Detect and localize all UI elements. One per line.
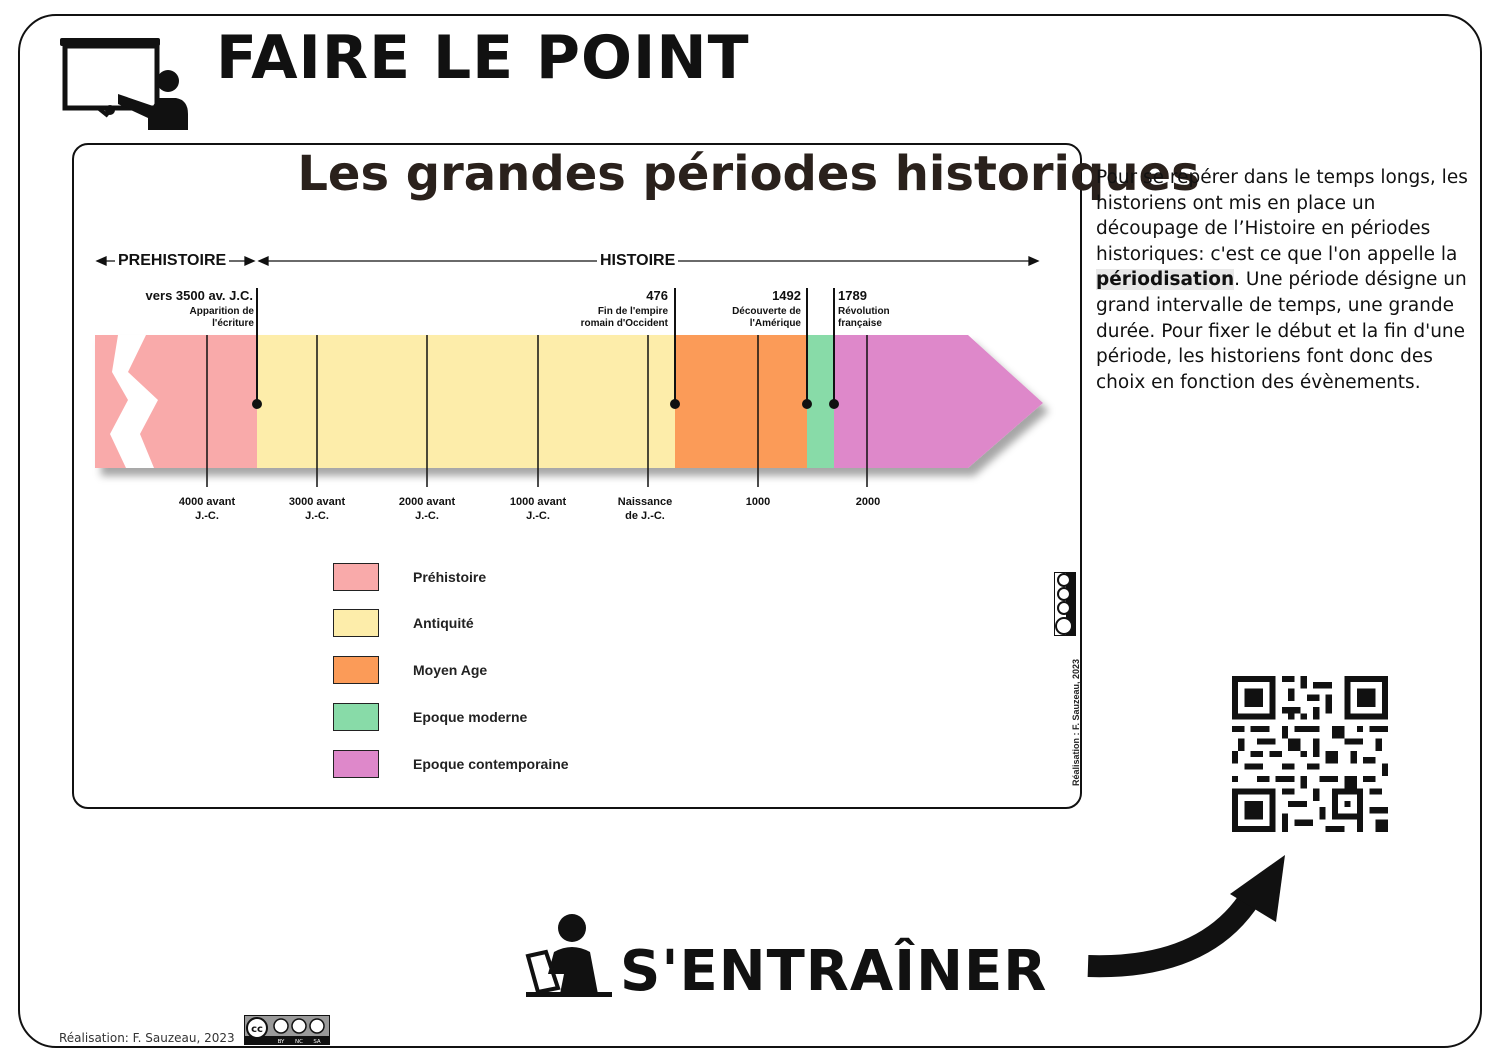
legend-label: Epoque contemporaine xyxy=(413,756,569,772)
event-desc: Fin de l'empire romain d'Occident xyxy=(580,306,668,329)
event-desc: Découverte de l'Amérique xyxy=(732,306,801,329)
teacher-board-icon xyxy=(58,36,193,132)
event-date: 476 xyxy=(646,288,668,303)
footer-credit: Réalisation: F. Sauzeau, 2023 xyxy=(59,1031,235,1045)
section-label-prehistoire: PREHISTOIRE xyxy=(115,252,229,270)
svg-text:NC: NC xyxy=(295,1039,303,1045)
legend-swatch xyxy=(333,656,379,684)
event-desc: Apparition de l'écriture xyxy=(189,306,254,329)
tick-label: 3000 avant J.-C. xyxy=(288,496,346,522)
event-date: 1789 xyxy=(838,288,867,303)
card-credit: Réalisation : F. Sauzeau, 2023 xyxy=(1071,658,1081,786)
legend-swatch xyxy=(333,609,379,637)
event-date: 1492 xyxy=(772,288,801,303)
tick-label: 4000 avant J.-C. xyxy=(178,496,236,522)
legend-label: Epoque moderne xyxy=(413,709,528,725)
tick-label: 2000 avant J.-C. xyxy=(398,496,456,522)
highlight-term: périodisation xyxy=(1096,269,1235,291)
student-writing-icon xyxy=(524,912,614,998)
tick-label: 1000 xyxy=(745,496,771,508)
tick-label: 2000 xyxy=(855,496,881,508)
timeline-card xyxy=(72,143,1082,809)
legend-label: Préhistoire xyxy=(413,569,487,585)
svg-text:SA: SA xyxy=(313,1039,321,1045)
section-label-histoire: HISTOIRE xyxy=(597,252,678,270)
legend-swatch xyxy=(333,703,379,731)
tick-label: Naissance de J.-C. xyxy=(617,496,673,522)
tick-label: 1000 avant J.-C. xyxy=(509,496,567,522)
event-desc: Révolution française xyxy=(838,306,890,329)
event-date: vers 3500 av. J.C. xyxy=(145,288,253,303)
cc-license-badge xyxy=(244,1015,330,1045)
svg-text:cc: cc xyxy=(251,1024,263,1035)
cc-license-badge-vertical xyxy=(1054,572,1076,636)
legend-label: Moyen Age xyxy=(413,662,488,678)
training-title: S'ENTRAÎNER xyxy=(620,939,1048,1004)
card-title: Les grandes périodes historiques xyxy=(297,146,1200,202)
qr-code[interactable] xyxy=(1232,676,1388,832)
periodisation-paragraph: Pour se repérer dans le temps longs, les historiens ont mis en place un découpage de l’Histoire en périodes historiques: c'est ce que l'on appelle la périodisation. Une période désigne un grand intervalle de temps, une grande durée. Pour fixer le début et la fin d'une période, les historiens font donc des choix en fonction des évènements. xyxy=(1096,167,1468,393)
curved-arrow-icon xyxy=(1080,850,1310,990)
svg-text:BY: BY xyxy=(277,1039,285,1045)
legend-swatch xyxy=(333,563,379,591)
legend-label: Antiquité xyxy=(413,615,474,631)
page-title: FAIRE LE POINT xyxy=(216,23,750,93)
legend-swatch xyxy=(333,750,379,778)
